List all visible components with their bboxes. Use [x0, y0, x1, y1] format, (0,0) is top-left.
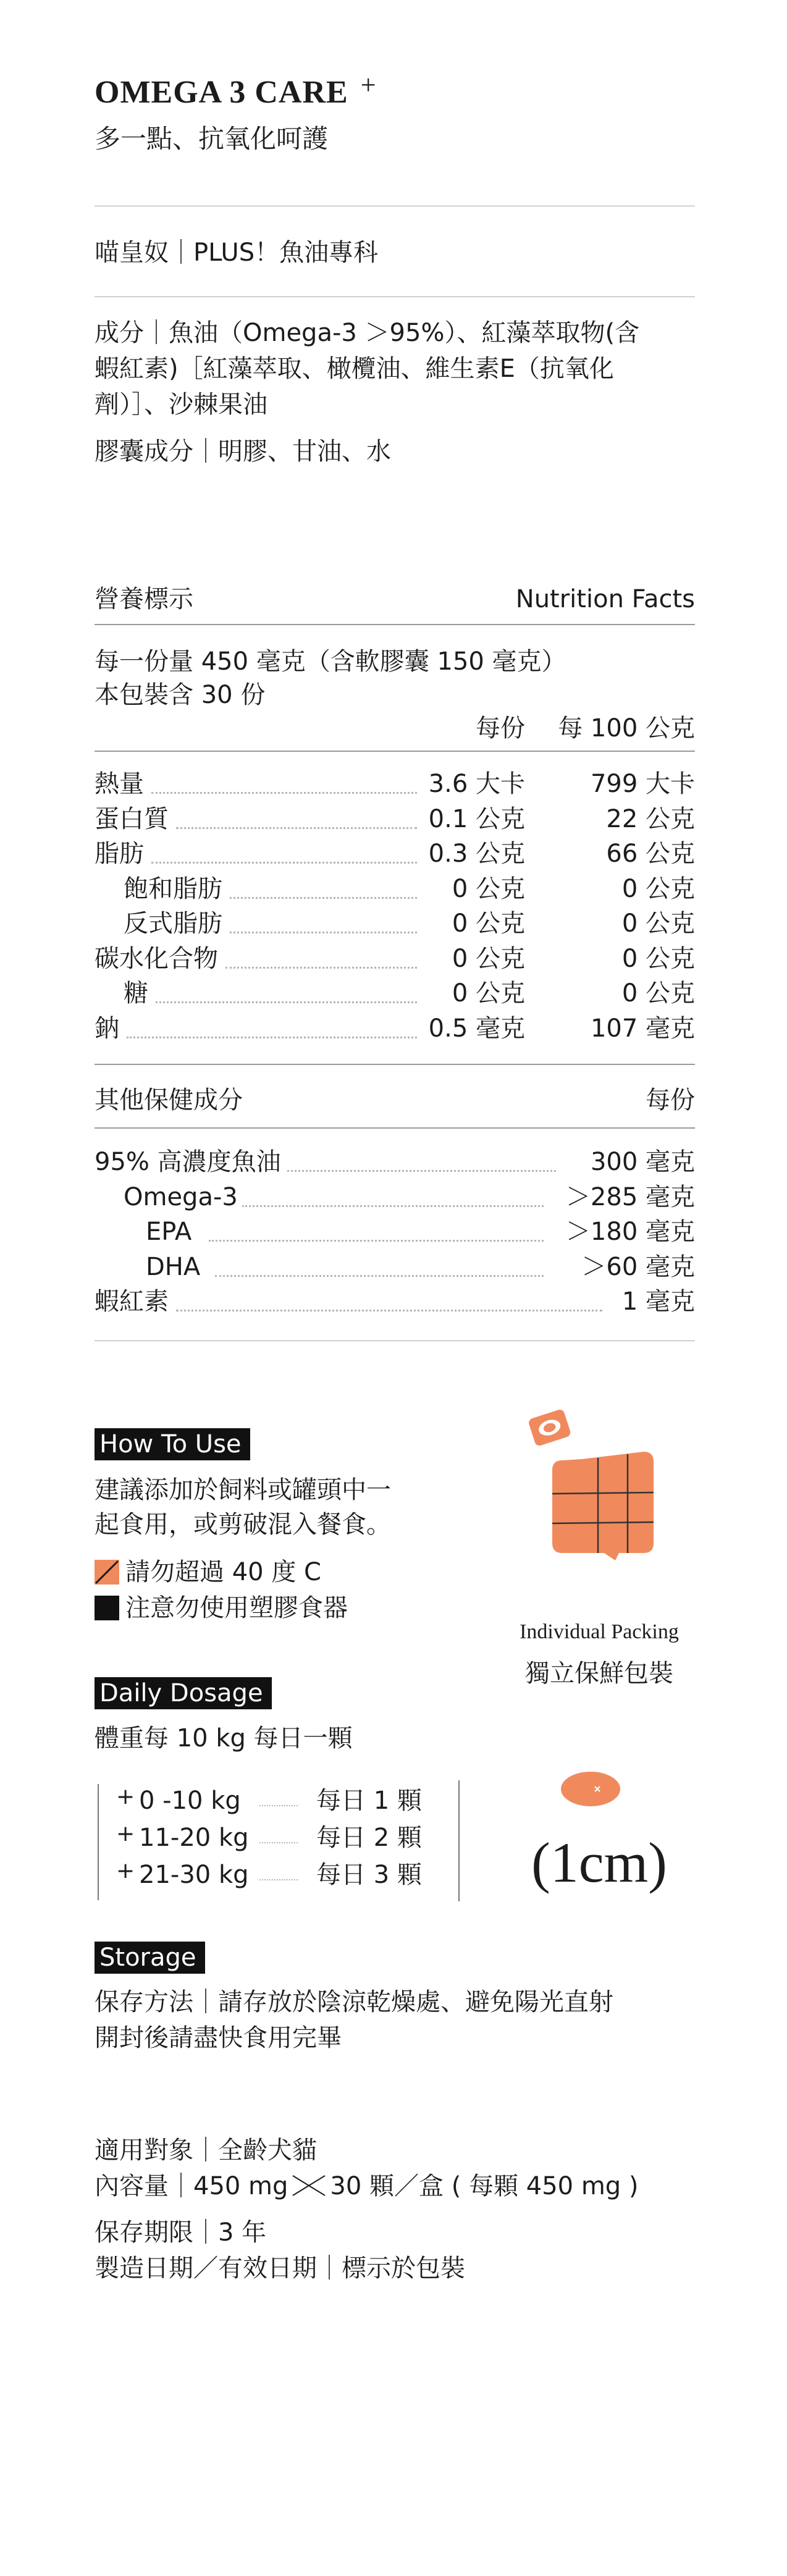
- nutrition-per-serving: 0 公克: [452, 909, 525, 938]
- dosage-plus: +: [116, 1784, 135, 1809]
- heat-warning: 請勿超過 40 度 C: [125, 1558, 321, 1586]
- nutrition-per-100g: 799 大卡: [590, 770, 695, 798]
- divider: [95, 751, 695, 752]
- usage-line-1: 建議添加於飼料或罐頭中一: [95, 1476, 391, 1504]
- health-col: 每份: [646, 1086, 695, 1114]
- ingredients-line-1: 成分｜魚油（Omega-3 ＞95%）、紅藻萃取物(含: [95, 319, 640, 347]
- nutrition-row-name: 糖: [124, 979, 148, 1008]
- heat-warning-icon: [95, 1560, 119, 1585]
- dot-leader: [225, 967, 417, 969]
- nutrition-per-100g: 0 公克: [621, 944, 695, 973]
- nutrition-per-serving: 0.5 毫克: [428, 1014, 525, 1043]
- dot-leader: [151, 792, 417, 794]
- dot-leader: [176, 827, 417, 829]
- nutrition-per-100g: 0 公克: [621, 979, 695, 1008]
- times-icon: [290, 2173, 327, 2198]
- content-suffix: 30 顆／盒 ( 每顆 450 mg ): [330, 2172, 639, 2200]
- nutrition-per-serving: 0 公克: [452, 874, 525, 903]
- nutrition-per-100g: 107 毫克: [590, 1014, 695, 1043]
- daily-dosage-label: Daily Dosage: [95, 1677, 272, 1709]
- dot-leader: [156, 1001, 417, 1003]
- brand-line: 喵皇奴｜PLUS！魚油專科: [95, 238, 379, 267]
- nutrition-per-100g: 0 公克: [621, 909, 695, 938]
- dosage-plus: +: [116, 1821, 135, 1846]
- shelf-life-line: 保存期限｜3 年: [95, 2218, 267, 2247]
- packing-en: Individual Packing: [520, 1620, 679, 1643]
- dosage-weight: 11-20 kg: [139, 1824, 249, 1852]
- storage-label: Storage: [95, 1942, 205, 1974]
- title-plus-mark: +: [360, 70, 377, 100]
- capsule-pack-icon: [525, 1402, 661, 1569]
- dot-leader: [209, 1240, 544, 1242]
- divider: [95, 624, 695, 625]
- serving-size: 每一份量 450 毫克（含軟膠囊 150 毫克）: [95, 647, 566, 676]
- nutrition-per-serving: 0 公克: [452, 979, 525, 1008]
- nutrition-per-100g: 0 公克: [621, 874, 695, 903]
- nutrition-per-serving: 0.1 公克: [428, 804, 525, 833]
- divider: [95, 1127, 695, 1129]
- dosage-amount: 每日 2 顆: [316, 1824, 422, 1852]
- col-per-serving: 每份: [476, 714, 525, 743]
- dot-leader: [230, 897, 417, 899]
- dosage-right-bar: [458, 1780, 460, 1901]
- packing-zh: 獨立保鮮包裝: [525, 1659, 673, 1688]
- content-prefix: 內容量｜450 mg: [95, 2172, 288, 2200]
- health-row-name: EPA: [146, 1218, 192, 1246]
- nutrition-title-zh: 營養標示: [95, 585, 193, 613]
- ingredients-line-3: 劑）］、沙棘果油: [95, 390, 267, 419]
- plastic-warning: 注意勿使用塑膠食器: [125, 1594, 348, 1622]
- nutrition-row-name: 鈉: [95, 1014, 119, 1043]
- dosage-weight: 0 -10 kg: [139, 1787, 241, 1815]
- divider: [95, 1064, 695, 1065]
- health-row-name: DHA: [146, 1252, 201, 1281]
- health-row-value: 300 毫克: [590, 1148, 695, 1176]
- dot-leader: [242, 1205, 544, 1207]
- dot-leader: [259, 1805, 298, 1806]
- dosage-plus: +: [116, 1858, 135, 1884]
- nutrition-row-name: 脂肪: [95, 840, 144, 868]
- dosage-amount: 每日 1 顆: [316, 1787, 422, 1815]
- col-per-100g: 每 100 公克: [558, 714, 695, 743]
- nutrition-per-serving: 3.6 大卡: [428, 770, 525, 798]
- health-title: 其他保健成分: [95, 1086, 243, 1114]
- usage-line-2: 起食用，或剪破混入餐食。: [95, 1510, 391, 1539]
- servings-per-pack: 本包裝含 30 份: [95, 681, 266, 709]
- health-row-value: ＞180 毫克: [565, 1218, 695, 1246]
- capsule-icon: [560, 1770, 621, 1808]
- product-title: [95, 70, 377, 114]
- capsule-ingredients: 膠囊成分｜明膠、甘油、水: [95, 437, 391, 466]
- dot-leader: [127, 1037, 417, 1038]
- plastic-warning-icon: [95, 1596, 119, 1620]
- nutrition-per-serving: 0.3 公克: [428, 840, 525, 868]
- dot-leader: [215, 1275, 544, 1277]
- product-title-text: OMEGA 3 CARE: [95, 75, 348, 110]
- health-row-value: ＞60 毫克: [581, 1252, 695, 1281]
- health-row-value: 1 毫克: [621, 1287, 695, 1316]
- nutrition-row-name: 碳水化合物: [95, 944, 218, 973]
- capsule-size: (1cm): [531, 1831, 667, 1894]
- dot-leader: [259, 1879, 298, 1880]
- health-row-name: Omega-3: [124, 1182, 238, 1211]
- ingredients-line-2: 蝦紅素)［紅藻萃取、橄欖油、維生素E（抗氧化: [95, 355, 614, 383]
- dosage-left-bar: [98, 1784, 99, 1900]
- health-row-value: ＞285 毫克: [565, 1182, 695, 1211]
- dot-leader: [259, 1842, 298, 1843]
- storage-line-2: 開封後請盡快食用完畢: [95, 2024, 342, 2052]
- storage-line-1: 保存方法｜請存放於陰涼乾燥處、避免陽光直射: [95, 1988, 613, 2016]
- dosage-weight: 21-30 kg: [139, 1861, 249, 1889]
- dot-leader: [230, 932, 417, 933]
- nutrition-row-name: 飽和脂肪: [124, 874, 222, 903]
- nutrition-row-name: 熱量: [95, 770, 144, 798]
- nutrition-row-name: 反式脂肪: [124, 909, 222, 938]
- health-row-name: 蝦紅素: [95, 1287, 169, 1316]
- dosage-intro: 體重每 10 kg 每日一顆: [95, 1724, 353, 1753]
- nutrition-per-100g: 22 公克: [606, 804, 695, 833]
- dates-line: 製造日期／有效日期｜標示於包裝: [95, 2254, 465, 2283]
- dosage-amount: 每日 3 顆: [316, 1861, 422, 1889]
- product-subtitle: 多一點、抗氧化呵護: [95, 124, 329, 154]
- dot-leader: [151, 862, 417, 864]
- nutrition-row-name: 蛋白質: [95, 804, 169, 833]
- nutrition-per-100g: 66 公克: [606, 840, 695, 868]
- nutrition-title-en: Nutrition Facts: [515, 585, 695, 613]
- target-line: 適用對象｜全齡犬貓: [95, 2136, 317, 2165]
- content-line: [95, 2168, 639, 2204]
- dot-leader: [287, 1170, 556, 1172]
- nutrition-per-serving: 0 公克: [452, 944, 525, 973]
- how-to-use-label: How To Use: [95, 1428, 250, 1460]
- health-row-name: 95% 高濃度魚油: [95, 1148, 281, 1176]
